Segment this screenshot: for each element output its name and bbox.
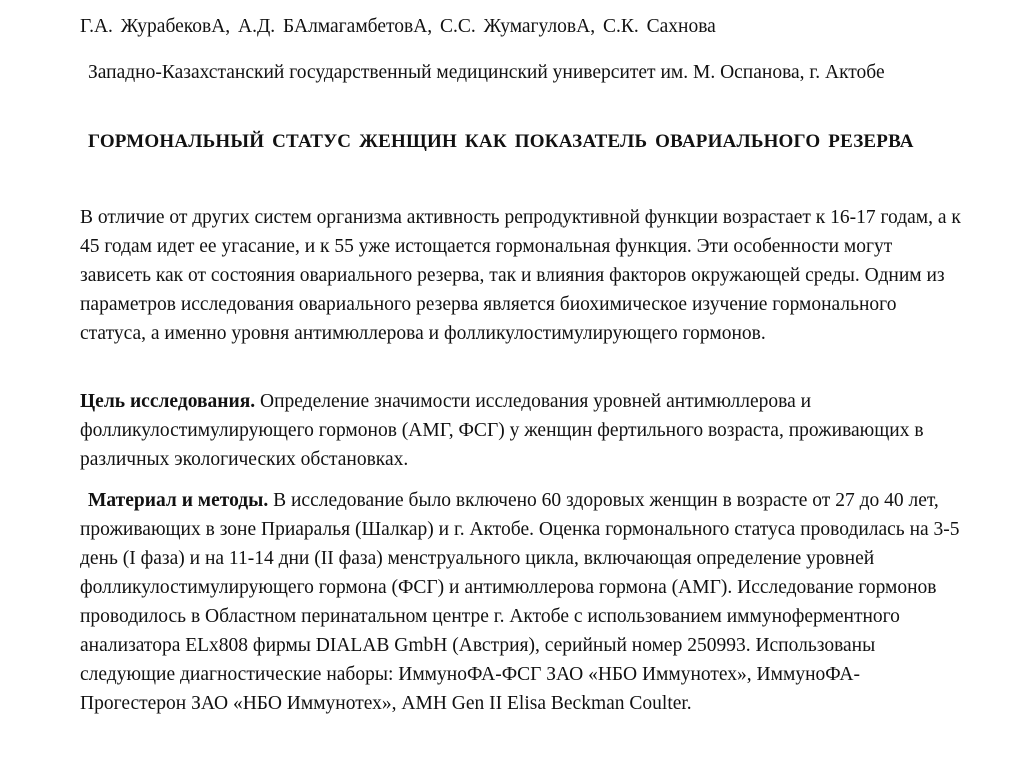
affiliation-text: Западно-Казахстанский государственный медицинский университет им. М. Оспанова, г. Актобе bbox=[88, 62, 885, 83]
intro-paragraph: В отличие от других систем организма активность репродуктивной функции возрастает к 16-17 годам, а к 45 годам идет ее угасание, и к 55 уже истощается гормональная функция. Эти особенности могут зависеть как от состояния овариального резерва, так и влияния факторов окружающей среды. Одним из параметров исследования овариального резерва является биохимическое изучение гормонального статуса, а именно уровня антимюллерова и фолликулостимулирующего гормонов. bbox=[80, 207, 961, 344]
methods-heading: Материал и методы. bbox=[88, 490, 269, 511]
goal-text: Определение значимости исследования уровней антимюллерова и фолликулостимулирующего гормонов (АМГ, ФСГ) у женщин фертильного возраста, проживающих в различных экологических обстановках. bbox=[80, 391, 924, 470]
article-title: ГОРМОНАЛЬНЫЙ СТАТУС ЖЕНЩИН КАК ПОКАЗАТЕЛЬ ОВАРИАЛЬНОГО РЕЗЕРВА bbox=[88, 131, 914, 152]
authors-line: Г.А. ЖурабековА, А.Д. БАлмагамбетовА, С.С. ЖумагуловА, С.К. Сахнова bbox=[80, 16, 716, 37]
goal-heading: Цель исследования. bbox=[80, 391, 256, 412]
goal-paragraph bbox=[80, 387, 962, 474]
methods-text: В исследование было включено 60 здоровых женщин в возрасте от 27 до 40 лет, проживающих в зоне Приаралья (Шалкар) и г. Актобе. Оценка гормонального статуса проводилась на 3-5 день (I фаза) и на 11-14 дни (II фаза) менструального цикла, включающая определение уровней фолликулостимулирующего гормона (ФСГ) и антимюллерова гормона (АМГ). Исследование гормонов проводилось в Областном перинатальном центре г. Актобе с использованием иммуноферментного анализатора ELx808 фирмы DIALAB GmbH (Австрия), серийный номер 250993. Использованы следующие диагностические наборы: ИммуноФА-ФСГ ЗАО «НБО Иммунотех», ИммуноФА-Прогестерон ЗАО «НБО Иммунотех», AMH Gen II Elisa Beckman Coulter. bbox=[80, 490, 960, 714]
methods-paragraph bbox=[80, 486, 962, 718]
